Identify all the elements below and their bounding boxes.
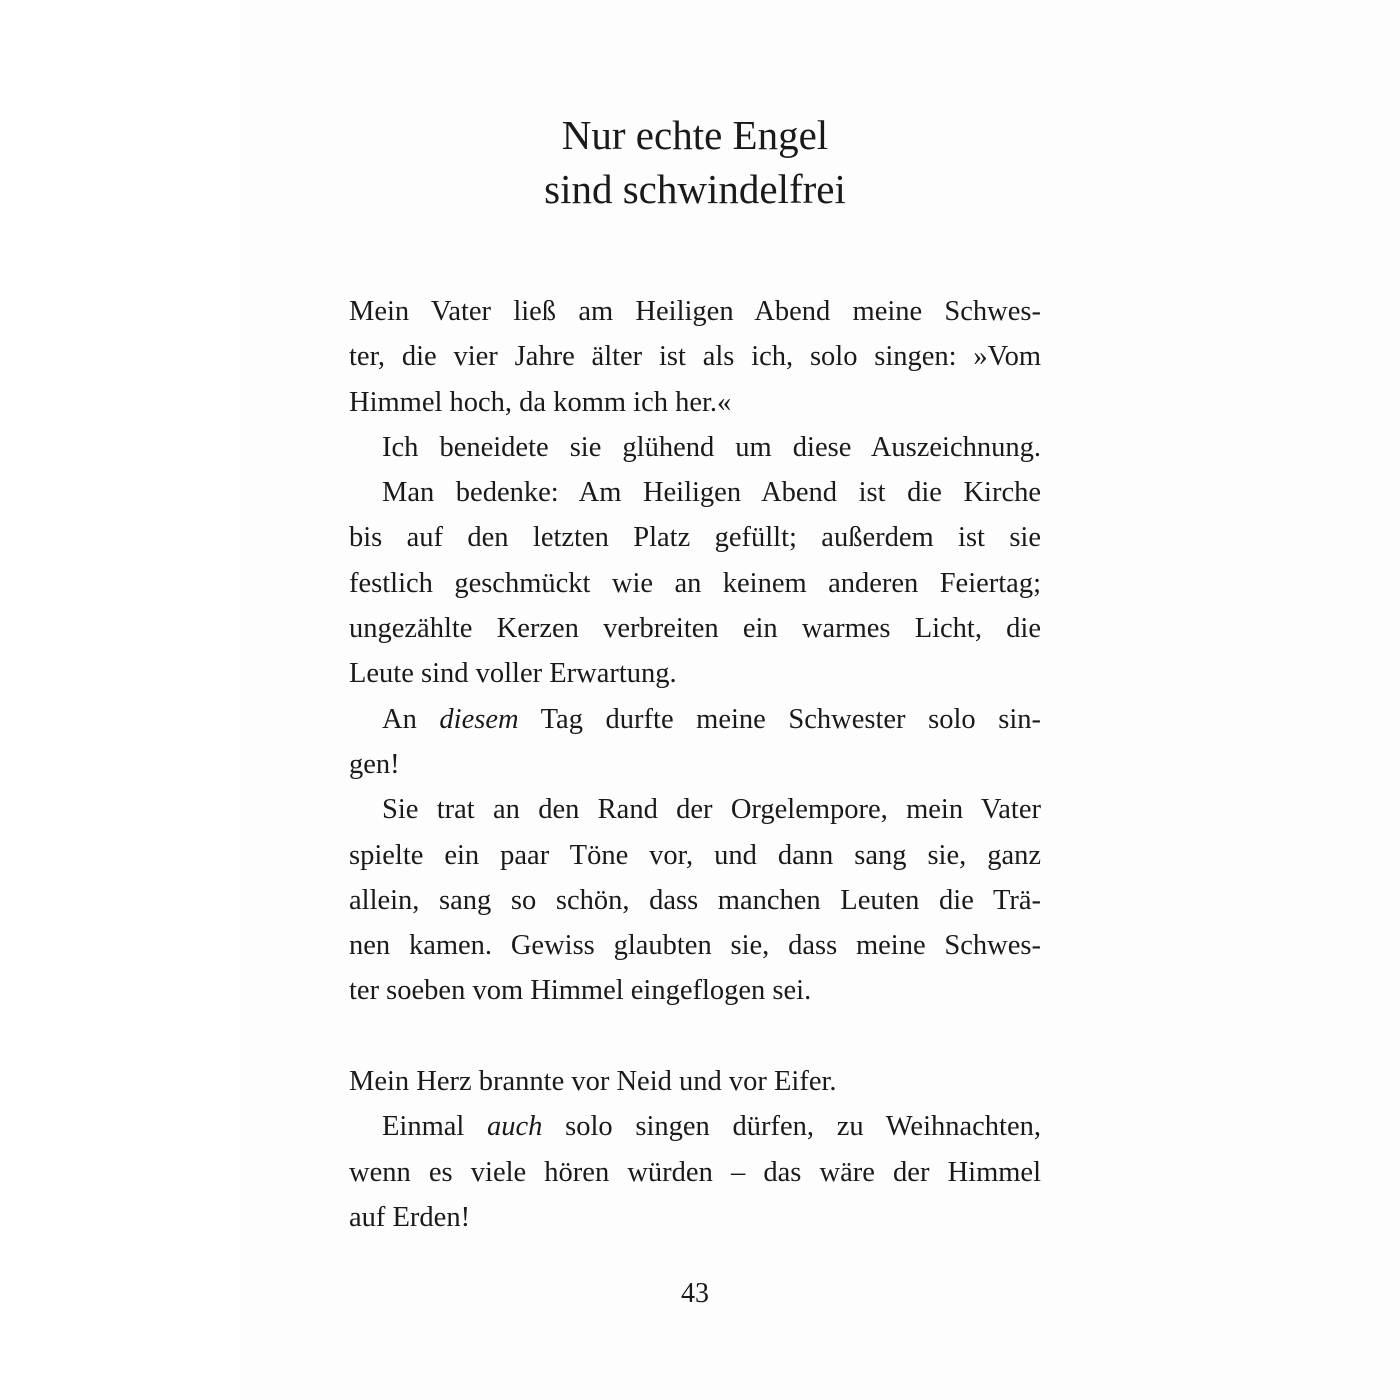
text-line: Himmel hoch, da komm ich her.« — [349, 386, 732, 418]
text-line: Leute sind voller Erwartung. — [349, 658, 677, 690]
text-line: nen kamen. Gewiss glaubten sie, dass meine Schwes- — [349, 930, 1041, 962]
text-run: Einmal — [382, 1111, 488, 1143]
paragraph — [349, 289, 1041, 425]
paragraph — [349, 1059, 1041, 1104]
text-line: Mein Herz brannte vor Neid und vor Eifer. — [349, 1066, 837, 1098]
text-line: Ich beneidete sie glühend um diese Auszeichnung. — [382, 431, 1041, 463]
chapter-title — [0, 108, 1390, 216]
text-line — [349, 1104, 1041, 1149]
text-line: festlich geschmückt wie an keinem anderen Feiertag; — [349, 567, 1041, 599]
emphasis-text: auch — [487, 1111, 543, 1143]
text-line: allein, sang so schön, dass manchen Leuten die Trä- — [349, 884, 1041, 916]
page-number: 43 — [681, 1278, 709, 1309]
paragraph — [349, 470, 1041, 696]
text-run: solo singen dürfen, zu Weihnachten, — [542, 1111, 1041, 1143]
text-line: ter soeben vom Himmel eingeflogen sei. — [349, 975, 812, 1007]
paragraph — [349, 787, 1041, 1013]
text-line: ter, die vier Jahre älter ist als ich, solo singen: »Vom — [349, 341, 1041, 373]
chapter-body — [349, 289, 1041, 1240]
chapter-title-line-2: sind schwindelfrei — [544, 166, 846, 212]
text-line: gen! — [349, 748, 400, 780]
text-line: Mein Vater ließ am Heiligen Abend meine Schwes- — [349, 296, 1041, 327]
text-run: An — [382, 703, 440, 735]
text-line: bis auf den letzten Platz gefüllt; außerdem ist sie — [349, 522, 1041, 554]
text-line — [349, 697, 1041, 742]
text-line: auf Erden! — [349, 1201, 471, 1233]
paragraph — [349, 425, 1041, 470]
text-line: Sie trat an den Rand der Orgelempore, mein Vater — [382, 794, 1041, 826]
text-line: spielte ein paar Töne vor, und dann sang sie, ganz — [349, 839, 1041, 871]
text-line: ungezählte Kerzen verbreiten ein warmes Licht, die — [349, 613, 1041, 645]
paragraph — [349, 697, 1041, 788]
paragraph — [349, 1104, 1041, 1240]
section-break — [349, 1014, 1041, 1059]
text-line: Man bedenke: Am Heiligen Abend ist die Kirche — [382, 477, 1041, 509]
chapter-title-line-1: Nur echte Engel — [561, 112, 829, 158]
emphasis-text: diesem — [439, 703, 519, 735]
text-line: wenn es viele hören würden – das wäre der Himmel — [349, 1156, 1041, 1188]
text-run: Tag durfte meine Schwester solo sin- — [518, 703, 1041, 735]
